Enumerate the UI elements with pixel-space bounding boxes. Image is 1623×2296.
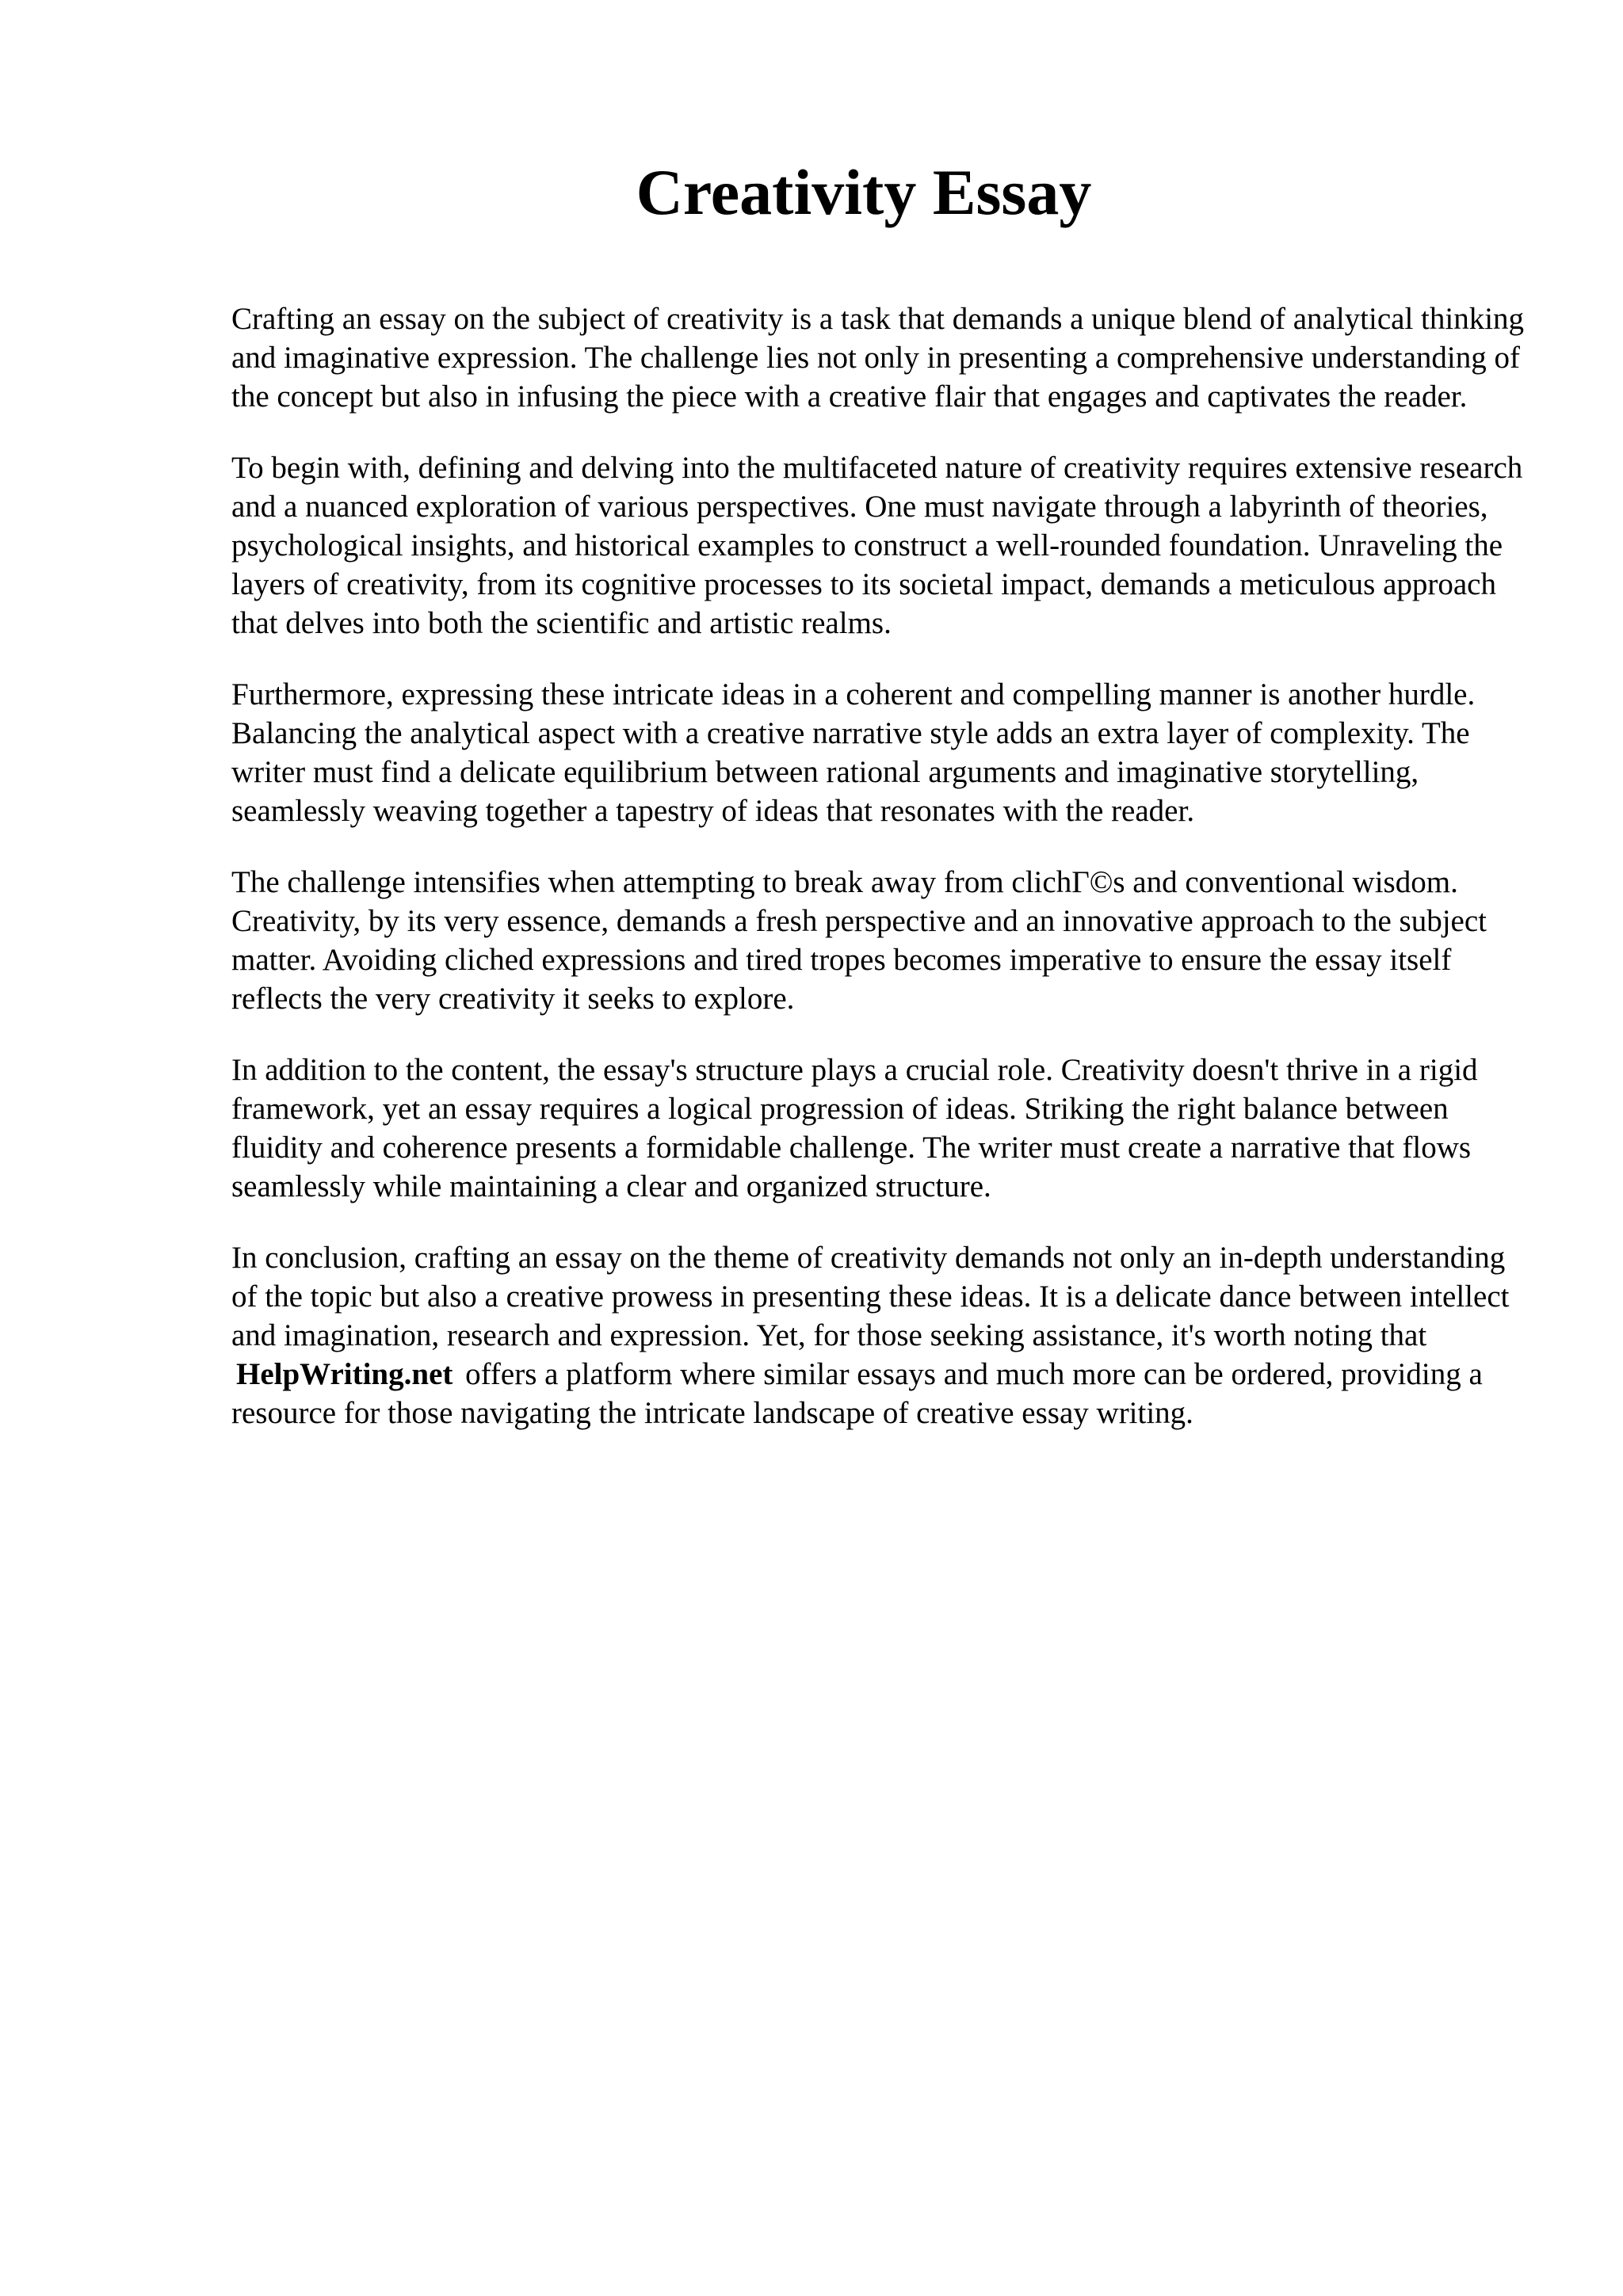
document-title: Creativity Essay <box>636 156 1092 228</box>
paragraph-research: To begin with, defining and delving into the multifaceted nature of creativity requires extensive research and a nuanced exploration of various perspectives. One must navigate through a labyrinth of theories, psychological insights, and historical examples to construct a well-rounded foundation. Unraveling the layers of creativity, from its cognitive processes to its societal impact, demands a meticulous approach that delves into both the scientific and artistic realms. <box>231 451 1523 640</box>
conclusion-text-after: offers a platform where similar essays and much more can be ordered, providing a resource for those navigating the intricate landscape of creative essay writing. <box>231 1357 1483 1430</box>
paragraph-intro: Crafting an essay on the subject of creativity is a task that demands a unique blend of analytical thinking and imaginative expression. The challenge lies not only in presenting a comprehensive understanding of the concept but also in infusing the piece with a creative flair that engages and captivates the reader. <box>231 302 1525 414</box>
conclusion-text-before: In conclusion, crafting an essay on the theme of creativity demands not only an in-depth understanding of the topic but also a creative prowess in presenting these ideas. It is a delicate dance between intellect and imagination, research and expression. Yet, for those seeking assistance, it's worth noting that <box>231 1241 1510 1352</box>
paragraph-expression: Furthermore, expressing these intricate ideas in a coherent and compelling manner is another hurdle. Balancing the analytical aspect with a creative narrative style adds an extra layer of complexity. The writer must find a delicate equilibrium between rational arguments and imaginative storytelling, seamlessly weaving together a tapestry of ideas that resonates with the reader. <box>231 677 1476 828</box>
paragraph-conclusion <box>231 1238 1531 1432</box>
document-body <box>231 299 1531 1465</box>
paragraph-structure: In addition to the content, the essay's structure plays a crucial role. Creativity doesn't thrive in a rigid framework, yet an essay requires a logical progression of ideas. Striking the right balance between fluidity and coherence presents a formidable challenge. The writer must create a narrative that flows seamlessly while maintaining a clear and organized structure. <box>231 1053 1478 1203</box>
paragraph-cliches: The challenge intensifies when attempting to break away from clichΓ©s and conventional wisdom. Creativity, by its very essence, demands a fresh perspective and an innovative approach to the subject matter. Avoiding cliched expressions and tired tropes becomes imperative to ensure the essay itself reflects the very creativity it seeks to explore. <box>231 865 1487 1016</box>
helpwriting-brand-link[interactable]: HelpWriting.net <box>236 1357 453 1391</box>
